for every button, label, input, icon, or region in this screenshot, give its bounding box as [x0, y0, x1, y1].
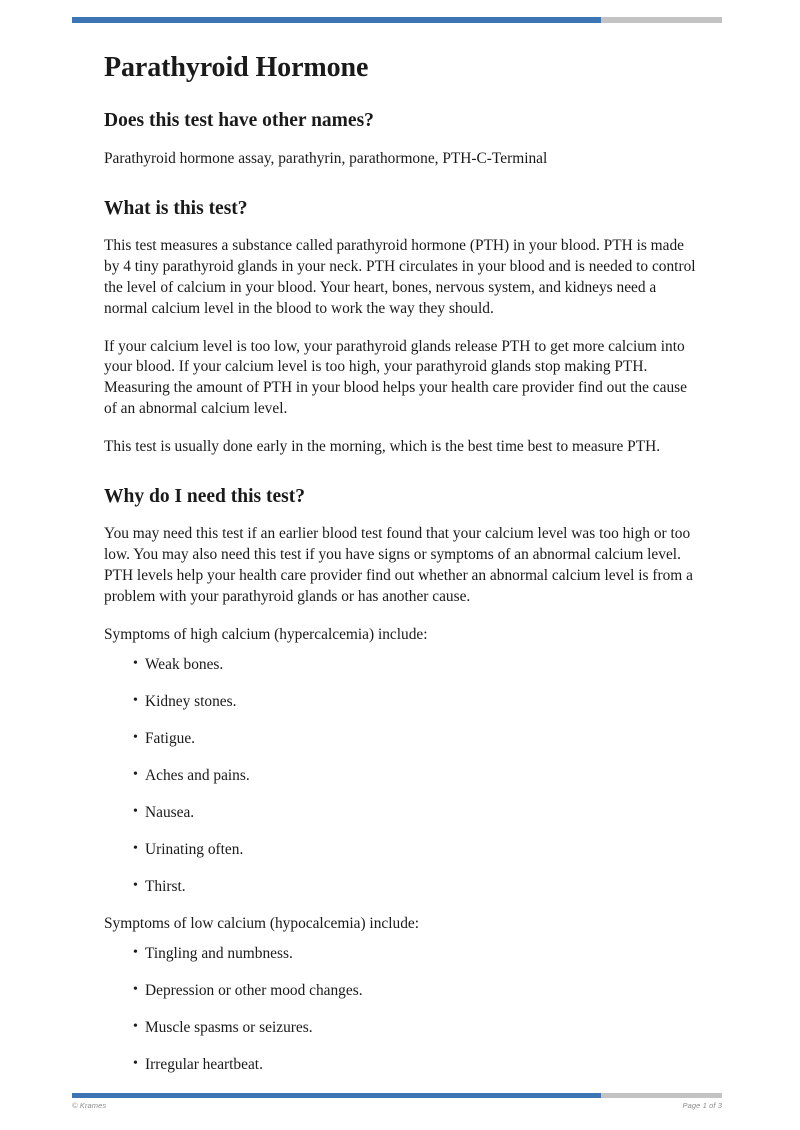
section-heading: Does this test have other names?: [104, 110, 374, 132]
list-item: • Fatigue.: [104, 729, 696, 749]
paragraph: Parathyroid hormone assay, parathyrin, parathormone, PTH-C-Terminal: [104, 149, 548, 167]
header-rule: [72, 17, 722, 23]
symptom-list-hypocalcemia: [104, 944, 696, 1075]
section-spacer: [104, 458, 696, 485]
paragraph: This test measures a substance called parathyroid hormone (PTH) in your blood. PTH is made by 4 tiny parathyroid glands in your neck. PTH circulates in your blood and is needed to control the level of calcium in your blood. Your heart, bones, nervous system, and kidneys need a normal calcium level in the blood to work the way they should.: [104, 237, 696, 317]
list-item: • Depression or other mood changes.: [104, 981, 696, 1001]
list-item: • Urinating often.: [104, 840, 696, 860]
list-item: • Muscle spasms or seizures.: [104, 1018, 696, 1038]
list-item: • Weak bones.: [104, 655, 696, 675]
copyright-notice: © Krames: [72, 1101, 107, 1110]
page-footer: [72, 1101, 722, 1110]
header-rule-blue-segment: [72, 17, 601, 23]
paragraph: This test is usually done early in the morning, which is the best time best to measure PTH.: [104, 438, 661, 456]
footer-rule-blue-segment: [72, 1093, 601, 1098]
list-lead-in: Symptoms of high calcium (hypercalcemia) include:: [104, 625, 428, 643]
paragraph: If your calcium level is too low, your parathyroid glands release PTH to get more calcium into your blood. If your calcium level is too high, your parathyroid glands stop making PTH. Measuring the amount of PTH in your blood helps your health care provider find out the cause of an abnormal calcium level.: [104, 337, 687, 418]
section-what-is-this-test: [104, 197, 696, 458]
page-title: Parathyroid Hormone: [104, 52, 369, 83]
section-spacer: [104, 170, 696, 197]
list-item: • Irregular heartbeat.: [104, 1055, 696, 1075]
list-item: • Nausea.: [104, 803, 696, 823]
section-why-do-i-need-this-test: [104, 485, 696, 1075]
list-lead-in: Symptoms of low calcium (hypocalcemia) include:: [104, 914, 419, 932]
footer-rule: [72, 1093, 722, 1098]
paragraph: You may need this test if an earlier blood test found that your calcium level was too high or too low. You may also need this test if you have signs or symptoms of an abnormal calcium level. PTH levels help your health care provider find out whether an abnormal calcium level is from a problem with your parathyroid glands or has another cause.: [104, 525, 693, 605]
list-item: • Aches and pains.: [104, 766, 696, 786]
symptom-list-hypercalcemia: [104, 655, 696, 897]
document-content: [104, 52, 696, 1092]
section-other-names: [104, 109, 696, 169]
list-item: • Kidney stones.: [104, 692, 696, 712]
header-rule-gray-segment: [601, 17, 722, 23]
list-item: • Thirst.: [104, 877, 696, 897]
list-item: • Tingling and numbness.: [104, 944, 696, 964]
page-number: Page 1 of 3: [682, 1101, 722, 1110]
section-heading: Why do I need this test?: [104, 485, 305, 507]
section-heading: What is this test?: [104, 197, 248, 219]
footer-rule-gray-segment: [601, 1093, 722, 1098]
